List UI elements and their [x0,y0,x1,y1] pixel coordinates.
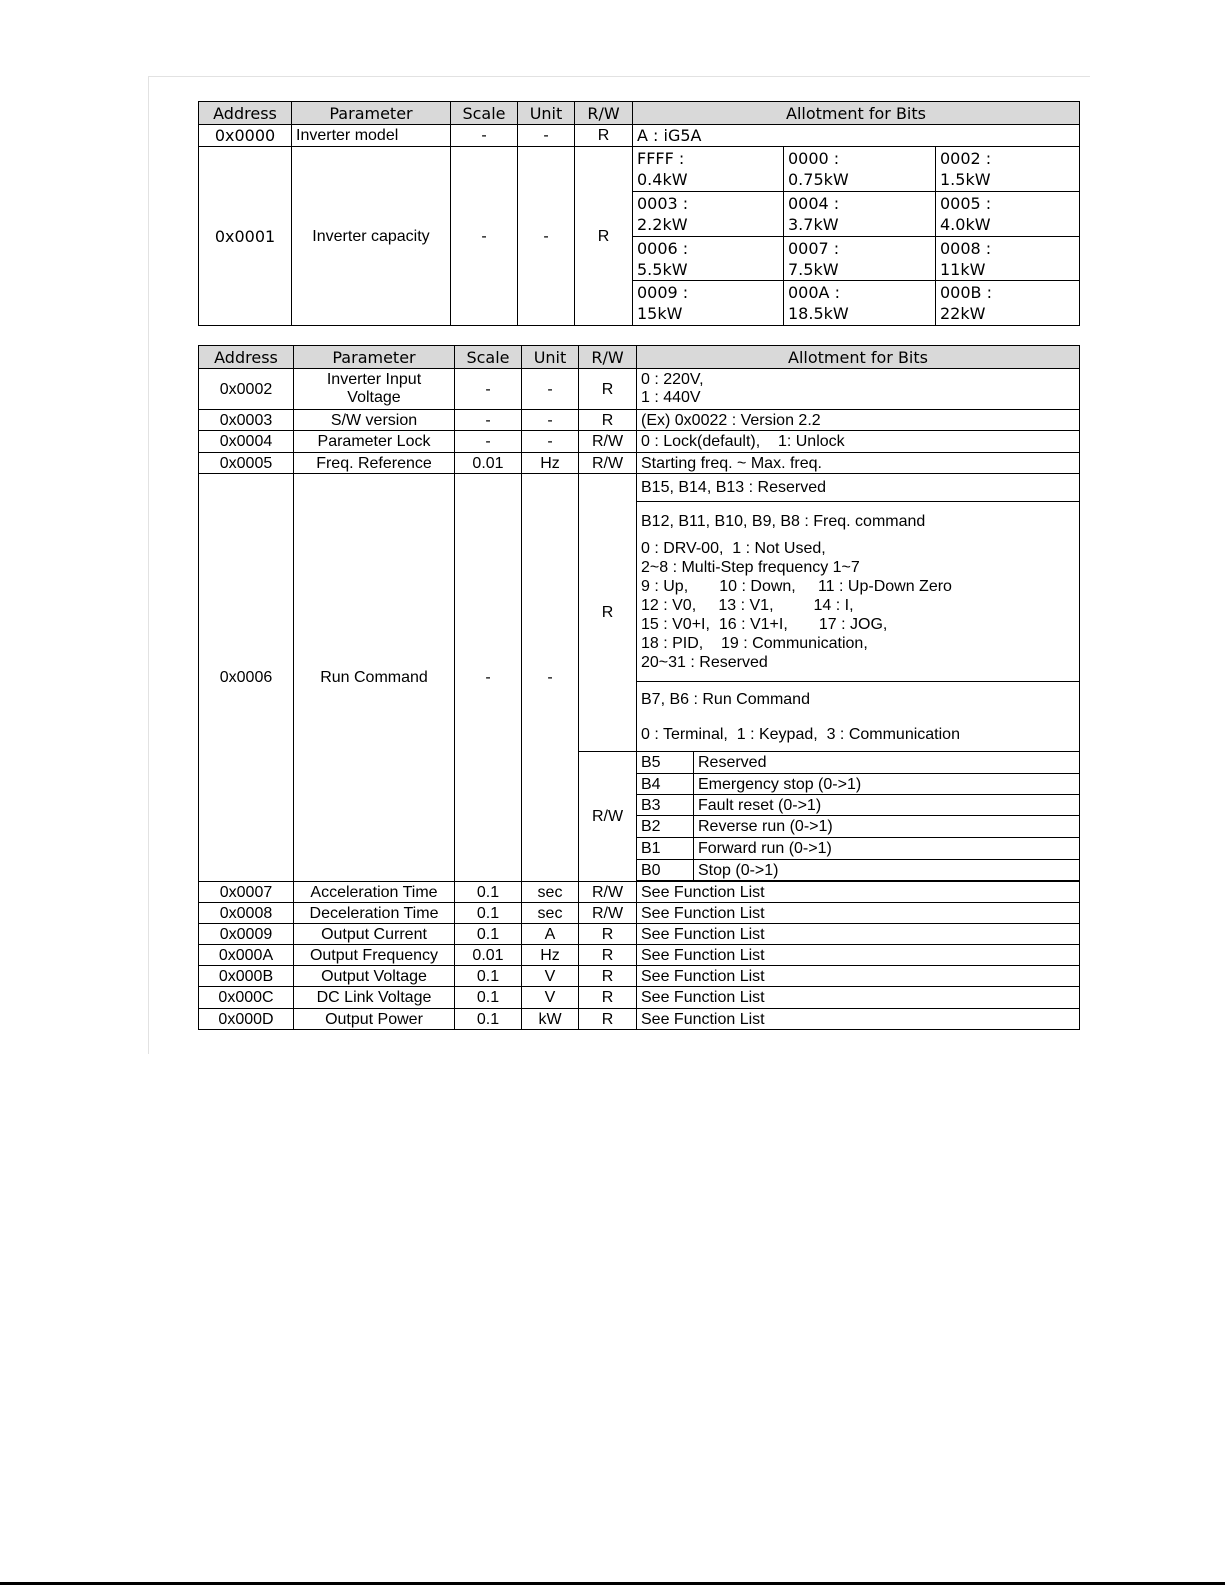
freq-line: 15 : V0+I, 16 : V1+I, 17 : JOG, [641,615,888,633]
table-row [199,987,1080,1009]
unit-cell: sec [522,903,579,924]
unit-cell: - [518,147,575,326]
parameter-table [198,345,1080,1030]
table-header-row [199,102,1080,125]
table-row-run-command [199,474,1080,502]
parameter-cell: S/W version [294,410,455,431]
address-cell: 0x000B [199,966,294,987]
address-cell: 0x0005 [199,453,294,474]
bits-cell: See Function List [637,882,1080,903]
bits-cell: See Function List [637,903,1080,924]
scale-cell: 0.1 [455,1009,522,1030]
bits-cell: See Function List [637,987,1080,1009]
table-row [199,882,1080,903]
scale-cell: - [451,147,518,326]
rw-cell: R/W [579,903,637,924]
capacity-cell: 000B : 22kW [936,281,1080,326]
freq-command-cell [637,502,1080,682]
bits-cell: 0 : Lock(default), 1: Unlock [637,431,1080,453]
rw-cell: R [579,987,637,1009]
rw-cell-read: R [579,474,637,752]
rw-cell: R [579,410,637,431]
header-allotment: Allotment for Bits [637,346,1080,369]
header-scale: Scale [455,346,522,369]
bit-desc-cell: Fault reset (0->1) [694,795,1080,816]
bits-cell: See Function List [637,1009,1080,1030]
bit-code-cell: B2 [637,816,694,838]
rw-cell: R [579,945,637,966]
bits-cell: Starting freq. ~ Max. freq. [637,453,1080,474]
scale-cell: - [455,369,522,410]
scale-cell: 0.1 [455,987,522,1009]
table-row [199,410,1080,431]
address-cell: 0x0000 [199,125,292,147]
capacity-cell: 000A : 18.5kW [784,281,936,326]
unit-cell: V [522,987,579,1009]
bit-code-cell: B3 [637,795,694,816]
address-cell: 0x0007 [199,882,294,903]
header-rw: R/W [579,346,637,369]
header-unit: Unit [522,346,579,369]
rw-cell: R [579,924,637,945]
freq-line: 0 : DRV-00, 1 : Not Used, [641,539,826,557]
unit-cell: - [522,410,579,431]
capacity-cell: 0006 : 5.5kW [633,237,784,281]
unit-cell: - [522,369,579,410]
header-address: Address [199,102,292,125]
capacity-cell: 0005 : 4.0kW [936,192,1080,237]
bits-cell: See Function List [637,924,1080,945]
bits-cell: See Function List [637,966,1080,987]
scale-cell: 0.1 [455,882,522,903]
unit-cell: Hz [522,945,579,966]
unit-cell: - [518,125,575,147]
table-row [199,147,1080,192]
unit-cell: kW [522,1009,579,1030]
freq-command-title: B12, B11, B10, B9, B8 : Freq. command [641,512,926,530]
bit-desc-cell: Reserved [694,752,1080,774]
bits-cell: 0 : 220V, 1 : 440V [637,369,1080,410]
table-row [199,1009,1080,1030]
rw-cell: R [579,1009,637,1030]
bit-code-cell: B4 [637,774,694,795]
parameter-cell: Acceleration Time [294,882,455,903]
rw-cell: R [579,369,637,410]
parameter-cell: Freq. Reference [294,453,455,474]
parameter-cell: Output Voltage [294,966,455,987]
bits-cell: See Function List [637,945,1080,966]
header-rw: R/W [575,102,633,125]
parameter-cell: Deceleration Time [294,903,455,924]
table-row [199,125,1080,147]
bit-desc-cell: Forward run (0->1) [694,838,1080,860]
scale-cell: 0.1 [455,903,522,924]
unit-cell: - [522,431,579,453]
rw-cell: R/W [579,431,637,453]
rw-cell-write: R/W [579,752,637,882]
table-row [199,453,1080,474]
table-row [199,369,1080,410]
freq-line: 12 : V0, 13 : V1, 14 : I, [641,596,854,614]
header-parameter: Parameter [292,102,451,125]
capacity-cell: FFFF : 0.4kW [633,147,784,192]
parameter-cell: Output Current [294,924,455,945]
address-cell: 0x0009 [199,924,294,945]
freq-line: 2~8 : Multi-Step frequency 1~7 [641,558,860,576]
address-cell: 0x0001 [199,147,292,326]
parameter-cell: Output Power [294,1009,455,1030]
scale-cell: 0.01 [455,453,522,474]
reserved-bits-cell: B15, B14, B13 : Reserved [637,474,1080,502]
run-command-bits-cell [637,682,1080,752]
table-row [199,431,1080,453]
table-row [199,903,1080,924]
capacity-cell: 0008 : 11kW [936,237,1080,281]
scale-cell: - [451,125,518,147]
unit-cell: - [522,474,579,882]
scale-cell: - [455,431,522,453]
rw-cell: R/W [579,453,637,474]
address-cell: 0x0003 [199,410,294,431]
capacity-cell: 0003 : 2.2kW [633,192,784,237]
capacity-cell: 0004 : 3.7kW [784,192,936,237]
bits-cell: (Ex) 0x0022 : Version 2.2 [637,410,1080,431]
address-cell: 0x0004 [199,431,294,453]
address-cell: 0x000D [199,1009,294,1030]
parameter-cell: Parameter Lock [294,431,455,453]
scale-cell: - [455,474,522,882]
header-parameter: Parameter [294,346,455,369]
bit-code-cell: B5 [637,752,694,774]
parameter-cell: Inverter capacity [292,147,451,326]
bits-cell: A : iG5A [633,125,1080,147]
header-unit: Unit [518,102,575,125]
scale-cell: - [455,410,522,431]
parameter-cell: Output Frequency [294,945,455,966]
capacity-cell: 0007 : 7.5kW [784,237,936,281]
table-row [199,945,1080,966]
scale-cell: 0.1 [455,966,522,987]
run-command-title: B7, B6 : Run Command [641,690,810,708]
unit-cell: sec [522,882,579,903]
rw-cell: R [575,125,633,147]
table-header-row [199,346,1080,369]
unit-cell: A [522,924,579,945]
header-allotment: Allotment for Bits [633,102,1080,125]
bit-desc-cell: Stop (0->1) [694,860,1080,881]
address-cell: 0x000C [199,987,294,1009]
parameter-cell: Inverter model [292,125,451,147]
address-cell: 0x0006 [199,474,294,882]
scale-cell: 0.01 [455,945,522,966]
bit-desc-cell: Reverse run (0->1) [694,816,1080,838]
run-command-line: 0 : Terminal, 1 : Keypad, 3 : Communication [641,725,960,743]
header-address: Address [199,346,294,369]
bit-code-cell: B0 [637,860,694,881]
freq-line: 18 : PID, 19 : Communication, [641,634,868,652]
capacity-cell: 0009 : 15kW [633,281,784,326]
rw-cell: R [575,147,633,326]
rw-cell: R [579,966,637,987]
unit-cell: Hz [522,453,579,474]
header-scale: Scale [451,102,518,125]
parameter-cell: Inverter Input Voltage [294,369,455,410]
bit-code-cell: B1 [637,838,694,860]
address-cell: 0x0008 [199,903,294,924]
capacity-cell: 0000 : 0.75kW [784,147,936,192]
table-row [199,966,1080,987]
table-row [199,924,1080,945]
freq-line: 20~31 : Reserved [641,653,768,671]
scale-cell: 0.1 [455,924,522,945]
address-cell: 0x000A [199,945,294,966]
parameter-cell: Run Command [294,474,455,882]
unit-cell: V [522,966,579,987]
rw-cell: R/W [579,882,637,903]
address-cell: 0x0002 [199,369,294,410]
inverter-info-table [198,101,1080,326]
bit-desc-cell: Emergency stop (0->1) [694,774,1080,795]
freq-line: 9 : Up, 10 : Down, 11 : Up-Down Zero [641,577,952,595]
parameter-cell: DC Link Voltage [294,987,455,1009]
capacity-cell: 0002 : 1.5kW [936,147,1080,192]
